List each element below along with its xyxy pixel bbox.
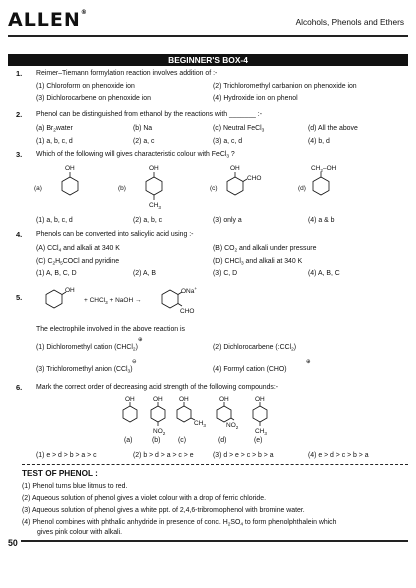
q5-option-2: (2) Dichlorocarbene (:CCl$_2$) <box>213 344 297 353</box>
q6-label-e: (e) <box>254 437 263 444</box>
q5-option-3: (3) Trichloromethyl anion (CCl$_3$) <box>36 366 133 375</box>
section-divider <box>22 464 408 465</box>
q6-option-3: (3) d > e > c > b > a <box>213 452 274 459</box>
benzene-ring-icon <box>313 177 329 195</box>
q5-ona: ONa+ <box>181 286 198 295</box>
q2-choice-4: (4) b, d <box>308 138 330 145</box>
test-item-3: (3) Aqueous solution of phenol gives a white ppt. of 2,4,6-tribromophenol with bromine water. <box>22 507 305 514</box>
svg-text:OH: OH <box>125 396 135 403</box>
q3b-oh: OH <box>149 165 159 172</box>
q3b-ch3: $CH_3$ <box>149 202 161 210</box>
q5-reagents: + CHCl$_3$ + NaOH → <box>84 297 142 305</box>
q3-label-a: (a) <box>34 185 42 192</box>
chapter-title: Alcohols, Phenols and Ethers <box>295 17 404 27</box>
box-title: BEGINNER'S BOX-4 <box>8 54 408 66</box>
q3-option-2: (2) a, b, c <box>133 217 163 224</box>
q3-number: 3. <box>16 150 23 159</box>
svg-text:CH3: $CH_3$ <box>255 428 267 436</box>
q3-structures <box>30 162 400 214</box>
q5-charge-3: ⊖ <box>132 359 137 365</box>
q1-number: 1. <box>16 69 23 78</box>
benzene-ring-icon <box>162 290 178 308</box>
q6-stem: Mark the correct order of decreasing acid strength of the following compounds:- <box>36 384 279 391</box>
svg-text:OH: OH <box>255 396 265 403</box>
q2-stem: Phenol can be distinguished from ethanol by the reactions with _______ :- <box>36 111 263 118</box>
test-item-1: (1) Phenol turns blue litmus to red. <box>22 483 128 490</box>
test-of-phenol-title: TEST OF PHENOL : <box>22 469 98 478</box>
q4-number: 4. <box>16 230 23 239</box>
q2-option-c: (c) Neutral FeCl$_3$ <box>213 125 265 134</box>
q6-label-c: (c) <box>178 437 187 444</box>
q1-option-3: (3) Dichlorocarbene on phenoxide ion <box>36 95 151 102</box>
svg-text:OH: OH <box>153 396 163 403</box>
q6-label-d: (d) <box>218 437 227 444</box>
q3-label-b: (b) <box>118 185 126 192</box>
q3-option-1: (1) a, b, c, d <box>36 217 73 224</box>
q2-number: 2. <box>16 110 23 119</box>
test-item-4-cont: gives pink colour with alkali. <box>37 529 123 536</box>
q2-option-a: (a) $Br_2water$ <box>36 125 73 134</box>
q5-charge-4: ⊕ <box>306 359 311 365</box>
benzene-ring-icon <box>146 177 162 195</box>
benzene-ring-icon <box>253 406 267 422</box>
q2-choice-2: (2) a, c <box>133 138 155 145</box>
svg-text:OH: OH <box>179 396 189 403</box>
q2-choice-3: (3) a, c, d <box>213 138 243 145</box>
q4-option-a: (A) CCl$_4$ and alkali at 340 K <box>36 245 120 254</box>
q3-option-4: (4) a & b <box>308 217 335 224</box>
svg-text:CH3: $CH_3$ <box>194 420 206 428</box>
benzene-ring-icon <box>227 177 243 195</box>
q1-option-2: (2) Trichloromethyl carbanion on phenoxide ion <box>213 83 357 90</box>
benzene-ring-icon <box>62 177 78 195</box>
q4-option-b: (B) $CO_2$ and alkali under pressure <box>213 245 317 254</box>
q5-option-4: (4) Formyl cation (CHO) <box>213 366 287 373</box>
q3c-cho: CHO <box>247 175 262 182</box>
q6-option-4: (4) e > d > c > b > a <box>308 452 369 459</box>
q5-number: 5. <box>16 293 23 302</box>
test-item-4: (4) Phenol combines with phthalic anhydride in presence of conc. $H_2SO_4$ to form phenolphthalein which <box>22 519 337 528</box>
q2-choice-1: (1) a, b, c, d <box>36 138 73 145</box>
svg-text:NO2: $NO_2$ <box>153 428 166 436</box>
q5-option-1: (1) Dichloromethyl cation (CHCl$_2$) <box>36 344 138 353</box>
q3-option-3: (3) only a <box>213 217 242 224</box>
q1-option-4: (4) Hydroxide ion on phenol <box>213 95 298 102</box>
benzene-ring-icon <box>123 406 137 422</box>
brand-logo: ALLEN® <box>8 9 88 31</box>
benzene-ring-icon <box>217 406 231 422</box>
q3-stem: Which of the following will gives characteristic colour with FeCl$_3$ ? <box>36 151 235 160</box>
q5-oh: OH <box>65 287 75 294</box>
q2-option-d: (d) All the above <box>308 125 358 132</box>
test-item-2: (2) Aqueous solution of phenol gives a violet colour with a drop of ferric chloride. <box>22 495 266 502</box>
q5-charge-1: ⊕ <box>138 337 143 343</box>
q3c-oh: OH <box>230 165 240 172</box>
svg-text:OH: OH <box>219 396 229 403</box>
footer-rule <box>8 540 408 542</box>
q3d-ch2oh: $CH_2-OH$ <box>311 165 337 173</box>
q2-option-b: (b) Na <box>133 125 153 132</box>
q4-stem: Phenols can be converted into salicylic acid using :- <box>36 231 194 238</box>
q6-structures <box>118 394 298 444</box>
q4-option-c: (C) $C_2H_5COCl$ and pyridine <box>36 258 120 267</box>
q6-label-b: (b) <box>152 437 161 444</box>
q4-choice-3: (3) C, D <box>213 270 238 277</box>
q4-choice-2: (2) A, B <box>133 270 156 277</box>
q5-cho: CHO <box>180 308 195 315</box>
page-number: 50 <box>8 538 21 548</box>
benzene-ring-icon <box>46 290 62 308</box>
q6-label-a: (a) <box>124 437 133 444</box>
benzene-ring-icon <box>151 406 165 422</box>
q1-option-1: (1) Chloroform on phenoxide ion <box>36 83 135 90</box>
q1-stem: Reimer–Tiemann formylation reaction involves addition of :- <box>36 70 218 77</box>
q4-option-d: (D) CHCl$_3$ and alkali at 340 K <box>213 258 303 267</box>
q6-option-1: (1) e > d > b > a > c <box>36 452 97 459</box>
q3-label-c: (c) <box>210 185 218 192</box>
q6-number: 6. <box>16 383 23 392</box>
q3-label-d: (d) <box>298 185 306 192</box>
q5-reaction <box>34 282 234 322</box>
q5-stem: The electrophile involved in the above reaction is <box>36 326 186 333</box>
q4-choice-1: (1) A, B, C, D <box>36 270 77 277</box>
header-rule <box>8 35 408 37</box>
q4-choice-4: (4) A, B, C <box>308 270 340 277</box>
svg-text:NO2: $NO_2$ <box>226 422 239 430</box>
q3a-oh: OH <box>65 165 75 172</box>
benzene-ring-icon <box>177 406 191 422</box>
q6-option-2: (2) b > d > a > c > e <box>133 452 194 459</box>
